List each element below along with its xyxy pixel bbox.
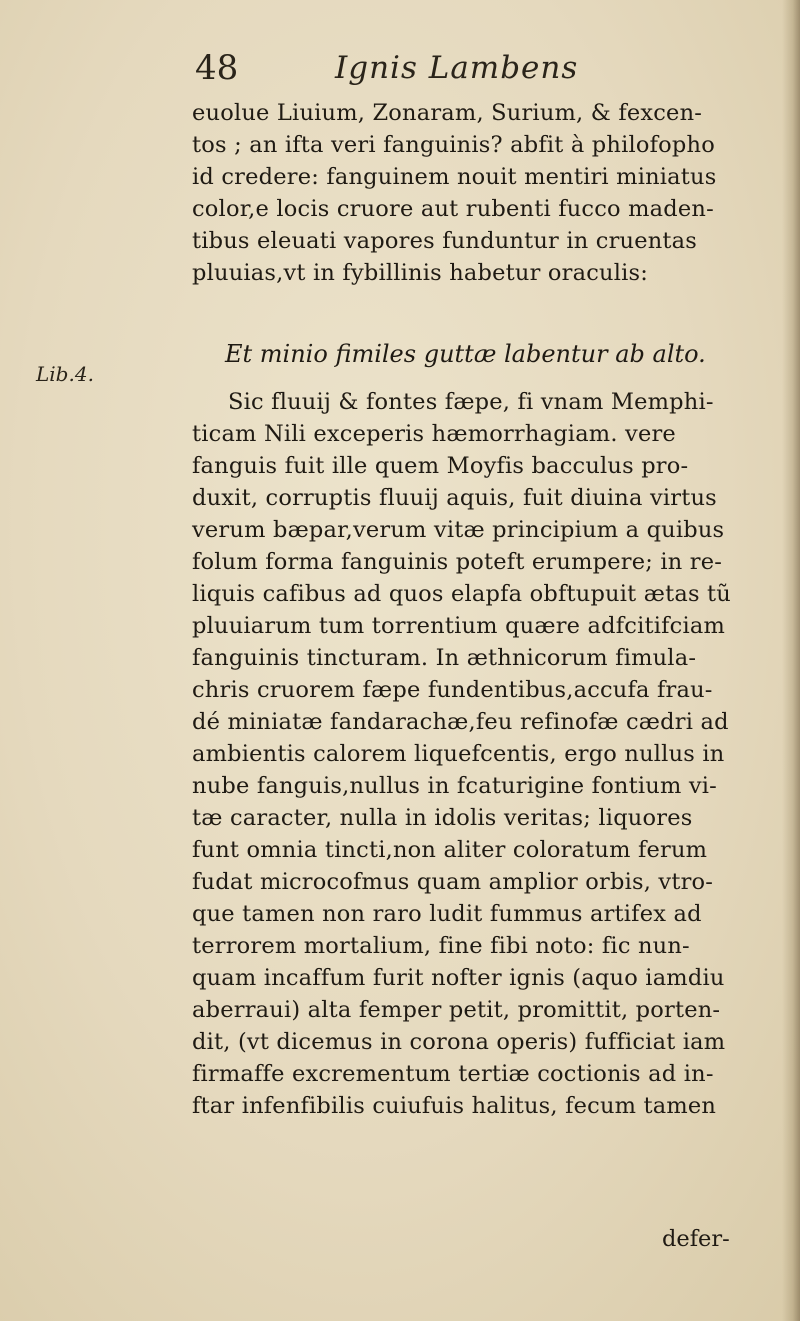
text-line: color,e locis cruore aut rubenti fucco maden- — [192, 196, 714, 222]
text-line: aberraui) alta femper petit, promittit, porten- — [192, 997, 721, 1023]
text-line: liquis cafibus ad quos elapfa obftupuit ætas tũ — [192, 581, 731, 607]
text-line: pluuias,vt in fybillinis habetur oraculis: — [192, 260, 649, 286]
text-line: ticam Nili exceperis hæmorrhagiam. vere — [192, 421, 676, 447]
text-line: folum forma fanguinis poteft erumpere; in re- — [192, 549, 723, 575]
catchword: defer- — [662, 1226, 730, 1252]
text-line: id credere: fanguinem nouit mentiri miniatus — [192, 164, 717, 190]
text-line: euolue Liuium, Zonaram, Surium, & fexcen- — [192, 100, 703, 126]
text-line: que tamen non raro ludit fummus artifex ad — [192, 901, 702, 927]
text-line: dé miniatæ fandarachæ,feu refinofæ cædri ad — [192, 709, 729, 735]
text-line: nube fanguis,nullus in fcaturigine fontium vi- — [192, 773, 717, 799]
page-edge-shadow — [782, 0, 800, 1321]
text-line: verum bæpar,verum vitæ principium a quibus — [192, 517, 725, 543]
text-line: fanguinis tincturam. In æthnicorum fimula- — [192, 645, 697, 671]
text-line: firmaffe excrementum tertiæ coctionis ad in- — [192, 1061, 714, 1087]
text-line — [192, 1122, 782, 1154]
text-line: ambientis calorem liquefcentis, ergo nullus in — [192, 741, 725, 767]
text-line: tos ; an ifta veri fanguinis? abfit à philofopho — [192, 132, 715, 158]
margin-note: Lib.4. — [36, 362, 94, 386]
text-line: ftar infenfibilis cuiufuis halitus, fecum tamen — [192, 1093, 717, 1119]
running-head — [195, 48, 715, 100]
text-line: duxit, corruptis fluuij aquis, fuit diuina virtus — [192, 485, 717, 511]
text-line: terrorem mortalium, fine fibi noto: fic nun- — [192, 933, 690, 959]
text-line: dit, (vt dicemus in corona operis) fufficiat iam — [192, 1029, 726, 1055]
page-number: 48 — [195, 48, 239, 88]
text-line: fudat microcofmus quam amplior orbis, vtro- — [192, 869, 714, 895]
text-line: fanguis fuit ille quem Moyfis bacculus pro- — [192, 453, 689, 479]
body-text-lower — [192, 386, 782, 1154]
quoted-verse: Et minio fimiles guttæ labentur ab alto. — [225, 340, 706, 368]
text-line: tibus eleuati vapores funduntur in cruentas — [192, 228, 698, 254]
body-text-upper — [192, 97, 782, 289]
text-line: tæ caracter, nulla in idolis veritas; liquores — [192, 805, 693, 831]
text-line: funt omnia tincti,non aliter coloratum ferum — [192, 837, 708, 863]
text-line: quam incaffum furit nofter ignis (aquo iamdiu — [192, 965, 725, 991]
text-line: pluuiarum tum torrentium quære adfcitifciam — [192, 613, 725, 639]
text-line: chris cruorem fæpe fundentibus,accufa frau- — [192, 677, 713, 703]
text-line: Sic fluuij & fontes fæpe, fi vnam Memphi- — [228, 389, 714, 415]
running-title: Ignis Lambens — [335, 50, 579, 86]
